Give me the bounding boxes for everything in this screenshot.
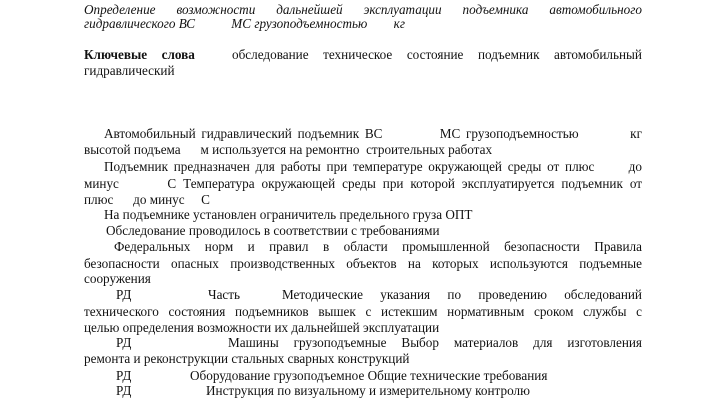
methodical-title: Методические указания по проведению обследований xyxy=(282,287,642,302)
equipment-title: Оборудование грузоподъемное Общие технические требования xyxy=(190,368,548,383)
body-line-8: Федеральных норм и правил в области промышленной безопасности Правила xyxy=(114,239,642,254)
body-line-4: минус С Температура окружающей среды при которой эксплуатируется подъемник от xyxy=(84,176,642,191)
rd-label: РД xyxy=(116,287,132,302)
body-line-15: ремонта и реконструкции стальных сварных конструкций xyxy=(84,351,410,366)
instruction-title: Инструкция по визуальному и измерительному контролю xyxy=(206,383,530,398)
rd-label: РД xyxy=(116,335,132,350)
body-line-5: плюс до минус С xyxy=(84,192,210,207)
machines-title: Машины грузоподъемные Выбор материалов для изготовления xyxy=(228,335,642,350)
keywords-text: обследование техническое состояние подъемник автомобильный xyxy=(231,47,642,62)
body-line-13: целью определения возможности их дальнейшей эксплуатации xyxy=(84,320,440,335)
body-line-6: На подъемнике установлен ограничитель предельного груза ОПТ xyxy=(104,207,473,222)
body-line-9: безопасности опасных производственных объектов на которых используются подъемные xyxy=(84,256,642,271)
body-line-14 xyxy=(84,334,642,351)
part-label: Часть xyxy=(208,287,241,302)
body-line-17 xyxy=(84,382,642,399)
body-line-1: Автомобильный гидравлический подъемник ВС МС грузоподъемностью кг xyxy=(104,126,642,141)
body-line-3: Подъемник предназначен для работы при температуре окружающей среды от плюс до xyxy=(104,159,642,174)
body-line-7: Обследование проводилось в соответствии с требованиями xyxy=(106,223,440,238)
keywords-line-1 xyxy=(84,46,642,63)
keywords-line-2: гидравлический xyxy=(84,63,175,78)
body-line-2: высотой подъема м используется на ремонтно строительных работах xyxy=(84,142,493,157)
rd-label: РД xyxy=(116,368,132,383)
body-line-11 xyxy=(84,286,642,303)
rd-label: РД xyxy=(116,383,132,398)
body-line-12: технического состояния подъемников вышек с истекшим нормативным сроком службы с xyxy=(84,304,642,319)
body-line-10: сооружения xyxy=(84,271,151,286)
title-line-2: гидравлического ВС МС грузоподъемностью кг xyxy=(84,16,405,31)
keywords-label: Ключевые слова xyxy=(84,47,195,62)
title-line-1: Определение возможности дальнейшей эксплуатации подъемника автомобильного xyxy=(84,2,642,17)
